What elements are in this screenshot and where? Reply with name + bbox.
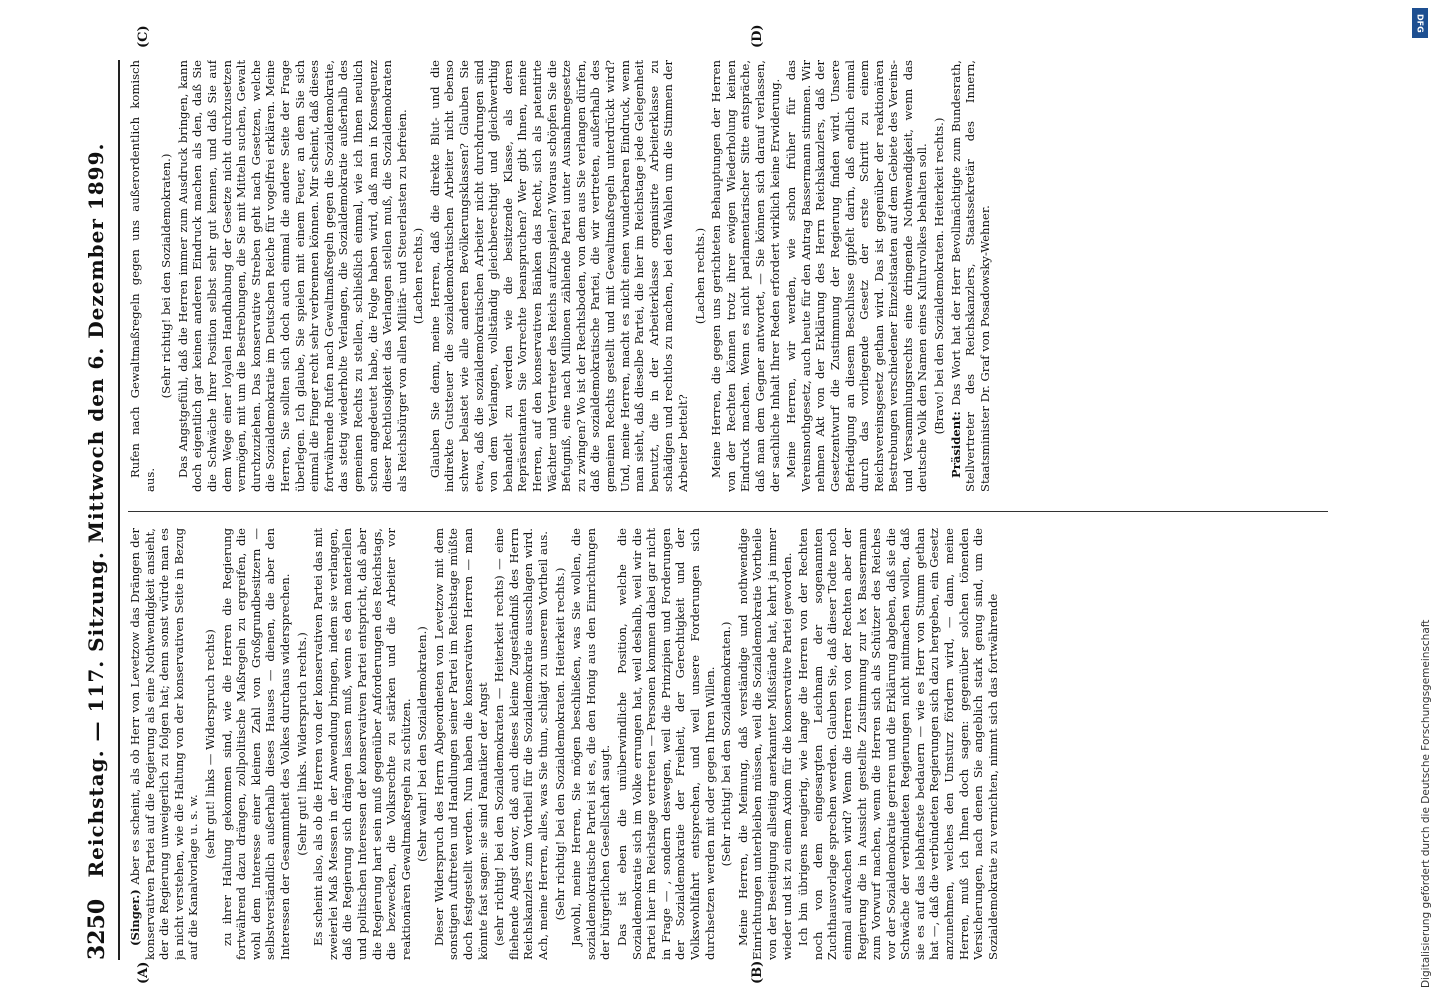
paragraph-text: Meine Herren, die gegen uns gerichteten Behauptungen der Herren von der Rechten können trotz ihrer ewigen Wiederholung keinen Eindruck machen. Wenn es nicht parlamentarischer Sitte entspräche, daß man dem Gegner antwortet, — Sie können sich darauf verlassen, der sachliche Inhalt Ihrer Reden erfordert wirklich keine Erwiderung. xyxy=(709,60,782,492)
page-header xyxy=(78,60,120,960)
paragraph-text: Rufen nach Gewaltmaßregeln gegen uns außerordentlich komisch aus. xyxy=(128,60,157,492)
margin-marker-a: (A) xyxy=(136,961,151,984)
paragraph xyxy=(128,528,201,960)
paragraph xyxy=(796,528,1000,960)
page-number: 3250 xyxy=(84,898,110,960)
header-title: Reichstag. — 117. Sitzung. Mittwoch den 6. Dezember 1899. xyxy=(84,142,108,878)
paragraph xyxy=(492,528,550,960)
interjection: (sehr gut! links — Widerspruch rechts) xyxy=(202,629,217,859)
column-divider xyxy=(128,511,1328,512)
paragraph xyxy=(311,528,413,960)
paragraph xyxy=(128,60,157,492)
speaker-name: Präsident: xyxy=(948,405,963,478)
paragraph xyxy=(736,528,794,960)
margin-marker-c: (C) xyxy=(136,25,151,48)
paragraph xyxy=(432,528,490,960)
paragraph-text: Das ist eben die unüberwindliche Position, welche die Sozialdemokratie sich im Volke errungen hat, weil deshalb, weil wir die Partei hier im Reichstage vertreten — Personen kommen dabei gar nicht in Frage — , sondern deswegen, weil die Prinzipien und Forderungen der Sozialdemokratie der Freiheit, der Gerechtigkeit und der Volkswohlfahrt entsprechen, und weil unsere Forderungen sich durchsetzen werden mit oder gegen Ihren Willen. xyxy=(615,528,717,960)
paragraph-text: Aber es scheint, als ob Herr von Levetzow das Drängen der konservativen Partei auf die Regierung als eine Nothwendigkeit ansieht, der die Regierung unweigerlich zu folgen hat; denn sonst würde man es ja nicht verstehen, wie die Haltung von der konservativen Seite in Bezug auf die Kanalvorlage u. s. w. xyxy=(128,528,201,960)
speaker-name: (Singer.) xyxy=(128,884,142,946)
paragraph xyxy=(709,60,782,492)
paragraph-text: Meine Herren, die Meinung, daß verständige und nothwendige Einrichtungen unterbleiben müssen, weil die Sozialdemokratie Vortheile von der Beseitigung allseitig anerkannter Mißstände hat, kehrt ja immer wieder und ist zu einem Axiom für die konservative Partei geworden. xyxy=(735,528,794,960)
paragraph-text: (sehr richtig! bei den Sozialdemokraten — Heiterkeit rechts) — eine fliehende Angst davor, daß auch dieses kleine Zugeständniß des Herrn Reichskanzlers zum Vortheil für die Sozialdemokratie ausschlagen wird. Ach, meine Herren, alles, was Sie thun, schlägt zu unserem Vortheil aus. xyxy=(492,528,551,960)
paragraph xyxy=(784,60,930,492)
left-column xyxy=(128,528,1358,960)
interjection: (Sehr richtig! bei den Sozialdemokraten.) xyxy=(719,621,734,867)
paragraph-text: Ich bin übrigens neugierig, wie lange die Herren von der Rechten noch von dem eingesargten Leichnam der sogenannten Zuchthausvorlage sprechen werden. Glauben Sie, daß dieser Todte noch einmal aufwachen wird? Wenn die Herren von der Rechten aber der Regierung die in Aussicht gestellte Zustimmung zur lex Bassermann zum Vorwurf machen, wenn die Herren sich als Schützer des Reiches vor der Sozialdemokratie geriren und die Erklärung abgeben, daß sie die Schwäche der verbündeten Regierungen nicht mitmachen wollen, daß sie es auf das lebhafteste bedauern — wie es Herr von Stumm gethan hat —, daß die verbündeten Regierungen sich dazu hergeben, ein Gesetz anzunehmen, welches den Umsturz fördern wird, — dann, meine Herren, muß ich Ihnen doch sagen: gegenüber solchen tönenden Versicherungen, nach denen Sie angeblich stark genug sind, um die Sozialdemokratie zu vernichten, nimmt sich das fortwährende xyxy=(796,528,1000,960)
paragraph xyxy=(615,528,717,960)
margin-marker-b: (B) xyxy=(750,960,765,984)
interjection: (Sehr wahr! bei den Sozialdemokraten.) xyxy=(415,626,430,862)
paragraph xyxy=(220,528,293,960)
interjection: (Lachen rechts.) xyxy=(692,227,707,325)
paragraph-text: zu ihrer Haltung gekommen sind, wie die Herren die Regierung fortwährend dazu drängen, zollpolitische Maßregeln zu ergreifen, die wohl dem Interesse einer kleinen Zahl von Großgrundbesitzern — selbstverständlich außerhalb dieses Hauses — dienen, die aber den Interessen der Gesammtheit des Volkes durchaus widersprechen. xyxy=(219,528,292,960)
rotated-page xyxy=(50,24,1380,990)
interjection: (Bravo! bei den Sozialdemokraten. Heiterkeit rechts.) xyxy=(932,117,947,435)
paragraph-text: Glauben Sie denn, meine Herren, daß die direkte Blut- und die indirekte Gutsteuer die sozialdemokratischen Arbeiter nicht ebenso schwer belastet wie alle anderen Bevölkerungsklassen? Glauben Sie etwa, daß die sozialdemokratischen Arbeiter nicht durchdrungen sind von dem Verlangen, vollständig gleichberechtigt und gleichwerthig behandelt zu werden wie die besitzende Klasse, als deren Repräsentanten Sie Vorrechte beanspruchen? Wer gibt Ihnen, meine Herren, auf den konservativen Bänken das Recht, sich als patentirte Wächter und Vertreter des Reichs aufzuspielen? Woraus schöpfen Sie die Befugniß, eine nach Millionen zählende Partei unter Ausnahmegesetze zu zwingen? Wo ist der Rechtsboden, von dem aus Sie verlangen dürfen, daß die sozialdemokratische Partei, die wir vertreten, außerhalb des gemeinen Rechts gestellt und mit Gewaltmaßregeln unterdrückt wird? Und, meine Herren, macht es nicht einen wunderbaren Eindruck, wenn man sieht, daß dieselbe Partei, die hier im Reichstage jede Gelegenheit benutzt, die in der Arbeiterklasse organisirte Arbeiterklasse zu schädigen und rechtlos zu machen, bei den Wahlen um die Stimmen der Arbeiter bettelt? xyxy=(427,60,690,492)
paragraph-text: Das Wort hat der Herr Bevollmächtigte zum Bundesrath, Stellvertreter des Reichskanzlers, Staatssekretär des Innern, Staatsminister Dr. Graf von Posadowsky-Wehner. xyxy=(948,60,992,492)
interjection: (Sehr richtig! bei den Sozialdemokraten. Heiterkeit rechts.) xyxy=(552,567,567,921)
paragraph-text: Es scheint also, als ob die Herren von der konservativen Partei das mit zweierlei Maß Messen in der Anwendung bringen, indem sie verlangen, daß die Regierung sich drängen lassen muß, wenn es den materiellen und politischen Interessen der konservativen Partei entspricht, daß aber die Regierung hart sein muß gegenüber Anforderungen des Reichstags, die bezwecken, die Volksrechte zu stärken und die Arbeiter vor reaktionären Gewaltmaßregeln zu schützen. xyxy=(311,528,413,960)
paragraph-text: Das Angstgefühl, daß die Herren immer zum Ausdruck bringen, kann doch eigentlich gar keinen anderen Eindruck machen als den, daß Sie die Schwäche Ihrer Position selbst sehr gut kennen, und daß Sie auf dem Wege einer loyalen Handhabung der Gesetze nicht durchzusetzen vermögen, mit um die Bestrebungen, die Sie mit Mitteln suchen, Gewalt durchzuziehen. Das konservative Streben geht nach Gesetzen, welche die Sozialdemokratie im Deutschen Reiche für vogelfrei erklären. Meine Herren, Sie sollten sich doch auch einmal die andere Seite der Frage überlegen. Ich glaube, Sie spielen mit einem Feuer, an dem Sie sich einmal die Finger recht sehr verbrennen können. Mir scheint, daß dieses fortwährende Rufen nach Gewaltmaßregeln gegen die Sozialdemokratie, das stetig wiederholte Verlangen, die Sozialdemokratie außerhalb des gemeinen Rechts zu stellen, schließlich einmal, wie ich Ihnen neulich schon angedeutet habe, die Folge haben wird, daß man in Konsequenz dieser Rechtlosigkeit das Verlangen stellen muß, die Sozialdemokraten als Reichsbürger von allen Militär- und Steuerlasten zu befreien. xyxy=(175,60,409,492)
digitization-note: Digitalisierung gefördert durch die Deutsche Forschungsgemeinschaft xyxy=(1420,619,1432,988)
paragraph-text: Jawohl, meine Herren, Sie mögen beschließen, was Sie wollen, die sozialdemokratische Partei ist es, die den Honig aus den Einrichtungen der bürgerlichen Gesellschaft saugt. xyxy=(569,528,613,960)
paragraph xyxy=(949,60,993,492)
paragraph xyxy=(569,528,613,960)
interjection: (Sehr richtig! bei den Sozialdemokraten.) xyxy=(159,153,174,399)
interjection: (Lachen rechts.) xyxy=(411,227,426,325)
dfg-logo: DFG xyxy=(1412,8,1428,38)
right-column xyxy=(128,60,1358,492)
margin-marker-d: (D) xyxy=(750,24,765,48)
paragraph xyxy=(428,60,691,492)
paragraph xyxy=(176,60,410,492)
paragraph-text: Meine Herren, wir werden, wie schon früher für das Vereinsnothgesetz, auch heute für den Antrag Bassermann stimmen. Wir nehmen Akt von der Erklärung des Herrn Reichskanzlers, daß der Gesetzentwurf die Zustimmung der Regierung finden wird. Unsere Befriedigung an diesem Beschlusse gipfelt darin, daß endlich einmal durch das vorliegende Gesetz der erste Schritt zu einem Reichsvereinsgesetz gethan wird. Das ist gegenüber der reaktionären Bestrebungen verschiedener Einzelstaaten auf dem Gebiete des Vereins- und Versammlungsrechts eine dringende Nothwendigkeit, wenn das deutsche Volk den Namen eines Kulturvolkes behalten soll. xyxy=(784,60,930,492)
side-note xyxy=(1410,8,1430,992)
interjection: (Sehr gut! links. Widerspruch rechts.) xyxy=(294,632,309,856)
paragraph-text: Dieser Widerspruch des Herrn Abgeordneten von Levetzow mit dem sonstigen Auftreten und Handlungen seiner Partei im Reichstage müßte doch festgestellt werden. Nun haben die konservativen Herren — man könnte fast sagen: sie sind Fanatiker der Angst xyxy=(431,528,490,960)
